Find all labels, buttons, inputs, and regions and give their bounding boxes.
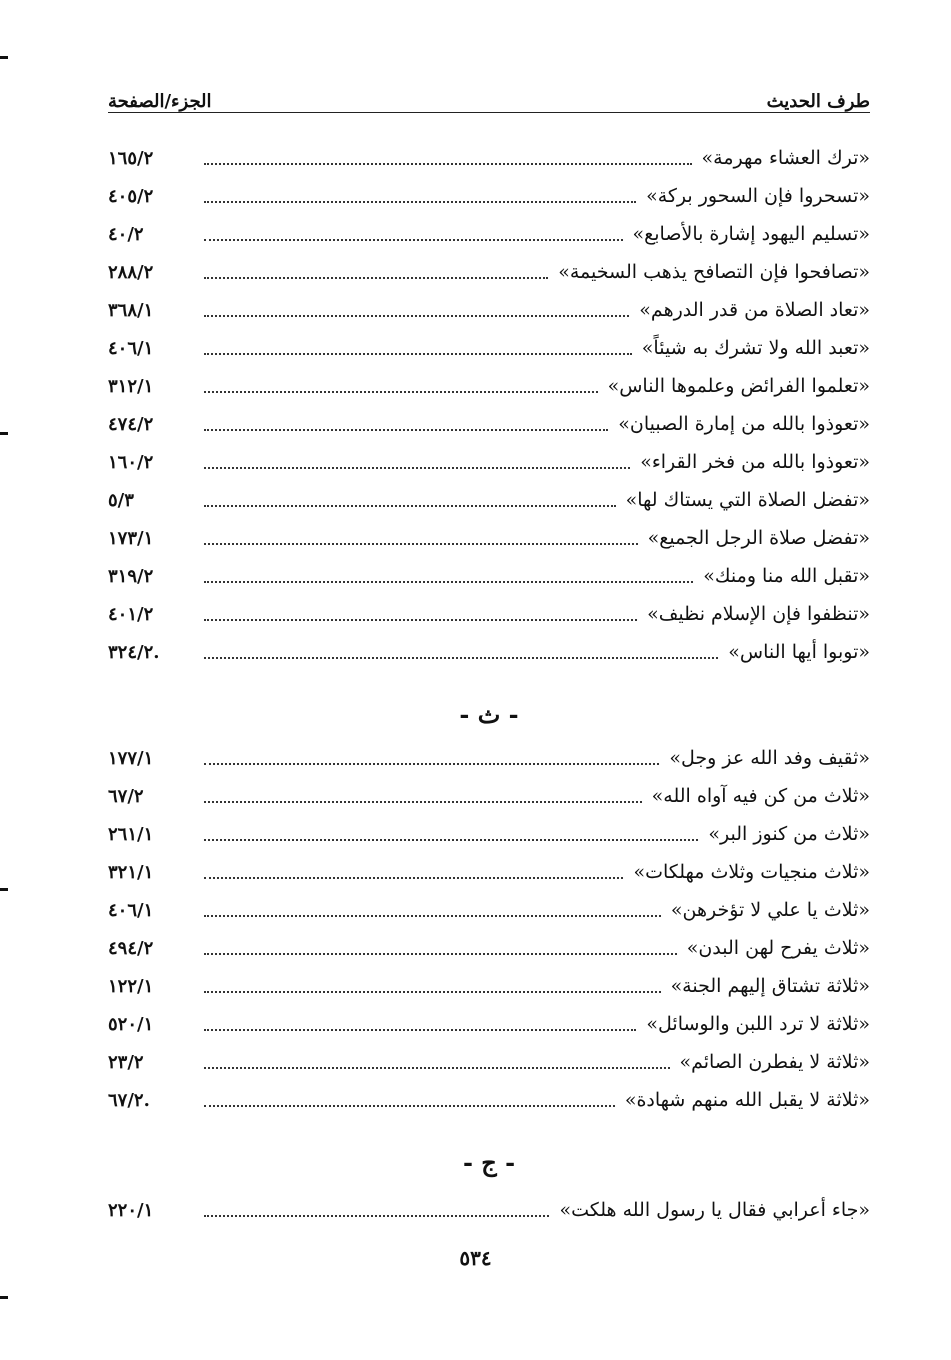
- margin-mark: [0, 56, 8, 59]
- volume-page-ref: ٤٠/٢: [108, 223, 144, 245]
- dot-leader: [204, 543, 638, 545]
- header-volume-page-label: الجزء/الصفحة: [108, 91, 212, 112]
- index-entry: [108, 856, 870, 888]
- index-entry: [108, 370, 870, 402]
- page-number: ٥٣٤: [459, 1246, 492, 1270]
- hadith-text: «تقبل الله منا ومنك»: [703, 565, 870, 587]
- index-entry: [108, 408, 870, 440]
- volume-page-ref: ١٧٧/١: [108, 747, 154, 769]
- index-entry: [108, 332, 870, 364]
- volume-page-ref: ١٧٣/١: [108, 527, 154, 549]
- index-entry: [108, 970, 870, 1002]
- hadith-text: «ثقيف وفد الله عز وجل»: [669, 747, 870, 769]
- hadith-text: «تفضل الصلاة التي يستاك لها»: [625, 489, 870, 511]
- volume-page-ref: ٥/٣: [108, 489, 134, 511]
- index-entry: [108, 1046, 870, 1078]
- hadith-text: «ثلاث منجيات وثلاث مهلكات»: [633, 861, 870, 883]
- dot-leader: [204, 915, 661, 917]
- hadith-text: «ثلاثة تشتاق إليهم الجنة»: [670, 975, 870, 997]
- volume-page-ref: ٣٢١/١: [108, 861, 154, 883]
- index-entry: [108, 894, 870, 926]
- dot-leader: [204, 429, 608, 431]
- hadith-text: «تصافحوا فإن التصافح يذهب السخيمة»: [558, 261, 870, 283]
- dot-leader: [204, 239, 623, 241]
- index-entry: [108, 218, 870, 250]
- hadith-text: «جاء أعرابي فقال يا رسول الله هلكت»: [559, 1199, 870, 1221]
- dot-leader: [204, 391, 598, 393]
- hadith-text: «ثلاث من كنوز البر»: [708, 823, 870, 845]
- column-header: [108, 84, 870, 113]
- index-entry: [108, 1008, 870, 1040]
- hadith-text: «ثلاث يفرح لهن البدن»: [686, 937, 870, 959]
- volume-page-ref: ٤٠١/٢: [108, 603, 154, 625]
- dot-leader: [204, 581, 693, 583]
- dot-leader: [204, 877, 623, 879]
- index-entry: [108, 1194, 870, 1226]
- margin-mark: [0, 432, 8, 435]
- hadith-text: «توبوا أيها الناس»: [728, 641, 870, 663]
- volume-page-ref: ٦٧/٢: [108, 785, 144, 807]
- index-entry: [108, 818, 870, 850]
- hadith-text: «تعلموا الفرائض وعلموها الناس»: [607, 375, 870, 397]
- hadith-text: «ثلاث يا علي لا تؤخرهن»: [670, 899, 870, 921]
- volume-page-ref: ٢٢٠/١: [108, 1199, 154, 1221]
- index-entry: [108, 932, 870, 964]
- volume-page-ref: ٤٩٤/٢: [108, 937, 154, 959]
- hadith-text: «ثلاثة لا ترد اللبن والوسائل»: [646, 1013, 870, 1035]
- index-entry: [108, 742, 870, 774]
- index-entry: [108, 142, 870, 174]
- hadith-text: «ثلاثة لا يقبل الله منهم شهادة»: [624, 1089, 870, 1111]
- hadith-text: «تعوذوا بالله من فخر القراء»: [640, 451, 870, 473]
- hadith-text: «ثلاث من كن فيه آواه الله»: [651, 785, 870, 807]
- dot-leader: [204, 953, 677, 955]
- volume-page-ref: ٤٧٤/٢: [108, 413, 154, 435]
- index-entry: [108, 522, 870, 554]
- dot-leader: [204, 505, 616, 507]
- dot-leader: [204, 619, 637, 621]
- index-entry: [108, 636, 870, 668]
- dot-leader: [204, 801, 642, 803]
- dot-leader: [204, 991, 661, 993]
- index-entry: [108, 1084, 870, 1116]
- volume-page-ref: ٢٦١/١: [108, 823, 154, 845]
- index-entry: [108, 180, 870, 212]
- hadith-text: «تسليم اليهود إشارة بالأصابع»: [632, 223, 870, 245]
- section-heading-tha: - ث -: [459, 700, 519, 729]
- volume-page-ref: ٣١٩/٢: [108, 565, 154, 587]
- volume-page-ref: .٦٧/٢: [108, 1089, 150, 1111]
- dot-leader: [204, 467, 630, 469]
- volume-page-ref: ١٦٥/٢: [108, 147, 154, 169]
- section-heading-jim: - ج -: [462, 1148, 516, 1177]
- dot-leader: [204, 657, 718, 659]
- volume-page-ref: ٤٠٦/١: [108, 899, 154, 921]
- volume-page-ref: ٢٣/٢: [108, 1051, 144, 1073]
- dot-leader: [204, 277, 548, 279]
- volume-page-ref: ٤٠٥/٢: [108, 185, 154, 207]
- index-entry: [108, 560, 870, 592]
- volume-page-ref: ٢٨٨/٢: [108, 261, 154, 283]
- index-entry: [108, 446, 870, 478]
- index-entry: [108, 294, 870, 326]
- volume-page-ref: ٥٢٠/١: [108, 1013, 154, 1035]
- dot-leader: [204, 1029, 636, 1031]
- dot-leader: [204, 315, 629, 317]
- header-hadith-label: طرف الحديث: [766, 91, 870, 112]
- index-entry: [108, 484, 870, 516]
- hadith-text: «تفضل صلاة الرجل الجميع»: [647, 527, 870, 549]
- volume-page-ref: ١٦٠/٢: [108, 451, 154, 473]
- dot-leader: [204, 163, 692, 165]
- dot-leader: [204, 1215, 549, 1217]
- hadith-text: «تنظفوا فإن الإسلام نظيف»: [647, 603, 870, 625]
- dot-leader: [204, 353, 632, 355]
- index-entry: [108, 598, 870, 630]
- hadith-text: «تسحروا فإن السحور بركة»: [646, 185, 870, 207]
- volume-page-ref: ٣١٢/١: [108, 375, 154, 397]
- hadith-text: «تعاد الصلاة من قدر الدرهم»: [639, 299, 870, 321]
- hadith-text: «تعوذوا بالله من إمارة الصبيان»: [618, 413, 870, 435]
- hadith-text: «ثلاثة لا يفطرن الصائم»: [679, 1051, 870, 1073]
- hadith-text: «ترك العشاء مهرمة»: [701, 147, 870, 169]
- dot-leader: [204, 1067, 670, 1069]
- index-entry: [108, 780, 870, 812]
- volume-page-ref: ٤٠٦/١: [108, 337, 154, 359]
- volume-page-ref: .٣٢٤/٢: [108, 641, 160, 663]
- dot-leader: [204, 201, 636, 203]
- dot-leader: [204, 839, 698, 841]
- margin-mark: [0, 1296, 8, 1299]
- index-entry: [108, 256, 870, 288]
- dot-leader: [204, 763, 659, 765]
- margin-mark: [0, 888, 8, 891]
- volume-page-ref: ٣٦٨/١: [108, 299, 154, 321]
- volume-page-ref: ١٢٢/١: [108, 975, 154, 997]
- hadith-text: «تعبد الله ولا تشرك به شيئاً»: [641, 337, 870, 359]
- dot-leader: [204, 1105, 615, 1107]
